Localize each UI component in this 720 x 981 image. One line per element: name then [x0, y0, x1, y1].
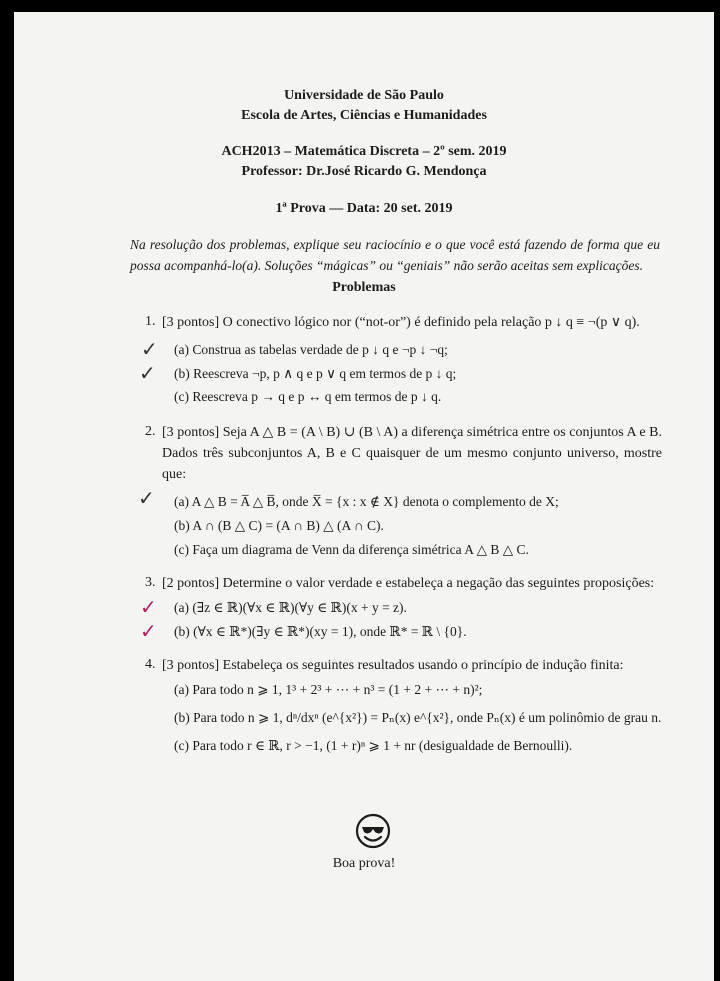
item-2c [174, 542, 529, 558]
item-label: (c) [174, 389, 189, 404]
item-text: A ∩ (B △ C) = (A ∩ B) △ (A ∩ C). [192, 518, 384, 533]
section-title: Problemas [332, 280, 396, 295]
item-3b [174, 624, 467, 640]
item-text: Para todo r ∈ ℝ, r > −1, (1 + r)ⁿ ⩾ 1 + nr (desigualdade de Bernoulli). [192, 738, 573, 753]
problem-text: [3 pontos] Estabeleça os seguintes resultados usando o princípio de indução finita: [162, 658, 624, 673]
check-mark: ✓ [141, 337, 158, 361]
item-label: (a) [174, 494, 189, 509]
check-mark: ✓ [140, 595, 157, 619]
item-4b [174, 710, 661, 726]
problem-text: [3 pontos] O conectivo lógico nor (“not-or”) é definido pela relação p ↓ q ≡ ¬(p ∨ q). [162, 315, 640, 330]
problem-number: 1. [145, 314, 156, 329]
problem-number: 2. [145, 424, 156, 439]
item-label: (a) [174, 342, 189, 357]
item-label: (b) [174, 710, 190, 725]
sunglasses-smiley-icon [355, 813, 391, 849]
item-1c [174, 389, 441, 405]
item-label: (b) [174, 518, 190, 533]
check-mark: ✓ [138, 486, 155, 510]
item-4c [174, 738, 572, 754]
item-text: Reescreva ¬p, p ∧ q e p ∨ q em termos de p ↓ q; [193, 366, 457, 381]
item-1a [174, 342, 448, 358]
school-name: Escola de Artes, Ciências e Humanidades [241, 108, 487, 123]
item-1b [174, 366, 456, 382]
item-label: (c) [174, 542, 189, 557]
item-text: Faça um diagrama de Venn da diferença simétrica A △ B △ C. [192, 542, 529, 557]
exam-page [14, 12, 714, 981]
problem-number: 4. [145, 657, 156, 672]
footer-text: Boa prova! [332, 856, 396, 871]
item-label: (a) [174, 600, 189, 615]
item-4a [174, 682, 482, 698]
problem-text: [2 pontos] Determine o valor verdade e estabeleça a negação das seguintes proposições: [162, 576, 655, 591]
item-text: A △ B = A̅ △ B̅, onde X̅ = {x : x ∉ X} denota o complemento de X; [191, 494, 559, 509]
check-mark: ✓ [139, 361, 156, 385]
item-text: (∃z ∈ ℝ)(∀x ∈ ℝ)(∀y ∈ ℝ)(x + y = z). [192, 600, 407, 615]
item-text: (∀x ∈ ℝ*)(∃y ∈ ℝ*)(xy = 1), onde ℝ* = ℝ \ {0}. [193, 624, 467, 639]
item-text: Construa as tabelas verdade de p ↓ q e ¬p ↓ ¬q; [192, 342, 448, 357]
item-label: (c) [174, 738, 189, 753]
item-2a [174, 494, 559, 510]
item-2b [174, 518, 384, 534]
item-text: Para todo n ⩾ 1, dⁿ/dxⁿ (e^{x²}) = Pₙ(x) e^{x²}, onde Pₙ(x) é um polinômio de grau n. [193, 710, 662, 725]
item-text: Para todo n ⩾ 1, 1³ + 2³ + ⋯ + n³ = (1 + 2 + ⋯ + n)²; [192, 682, 483, 697]
university-name: Universidade de São Paulo [284, 88, 444, 103]
problem-text: [3 pontos] Seja A △ B = (A \ B) ∪ (B \ A) a diferença simétrica entre os conjuntos A e B. Dados três subconjuntos A, B e C quaisquer de um mesmo conjunto universo, mostre que: [162, 425, 662, 482]
exam-title: 1ª Prova — Data: 20 set. 2019 [275, 201, 453, 216]
professor-name: Professor: Dr.José Ricardo G. Mendonça [241, 164, 487, 179]
item-3a [174, 600, 407, 616]
item-text: Reescreva p → q e p ↔ q em termos de p ↓ q. [192, 389, 442, 404]
item-label: (a) [174, 682, 189, 697]
item-label: (b) [174, 624, 190, 639]
problem-number: 3. [145, 575, 156, 590]
item-label: (b) [174, 366, 190, 381]
course-title: ACH2013 – Matemática Discreta – 2º sem. 2019 [221, 144, 507, 159]
instructions: Na resolução dos problemas, explique seu raciocínio e o que você está fazendo de forma que eu possa acompanhá-lo(a). Soluções “mágicas” ou “geniais” não serão aceitas sem explicações. [130, 237, 660, 273]
check-mark: ✓ [140, 619, 157, 643]
